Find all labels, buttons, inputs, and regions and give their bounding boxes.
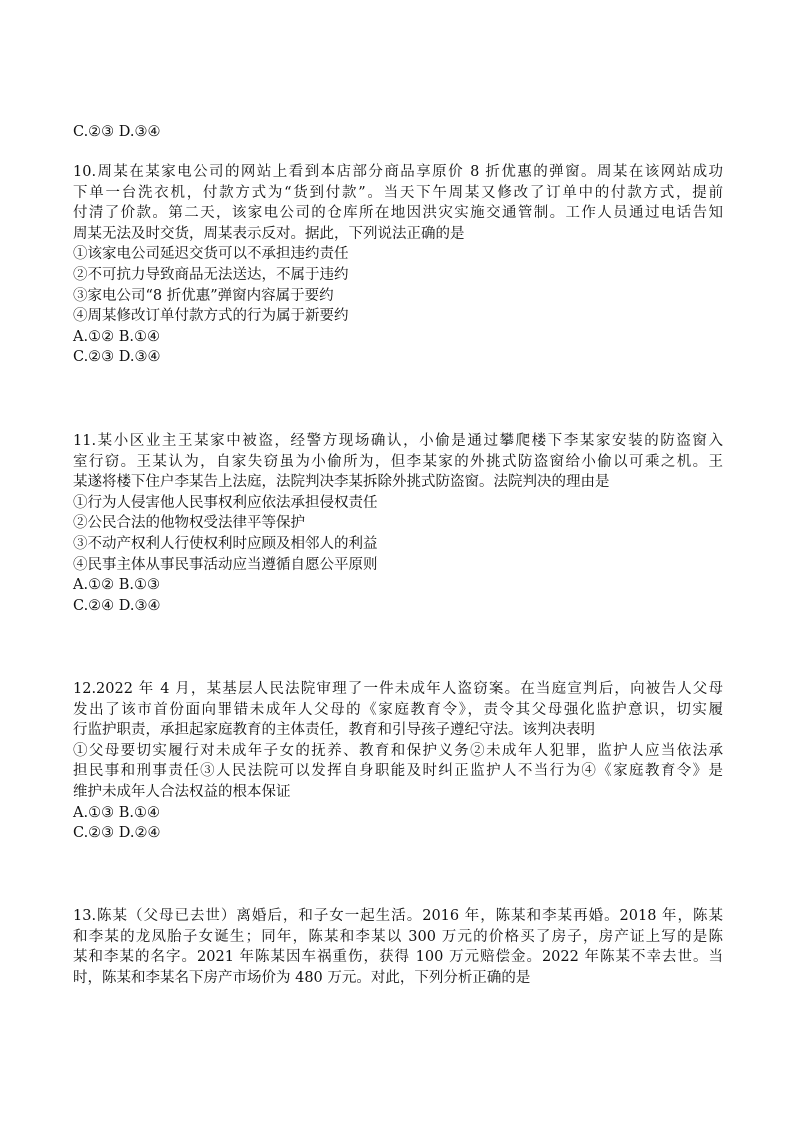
q11-item: ③不动产权利人行使权利时应顾及相邻人的利益: [73, 535, 378, 552]
q12-options-line-2: C.②③ D.②④: [73, 825, 161, 842]
q11-stem-line: 室行窃。王某认为，自家失窃虽为小偷所为，但李某家的外挑式防盗窗给小偷以可乘之机。王: [73, 453, 723, 470]
question-10: [73, 162, 723, 368]
q11-item: ④民事主体从事民事活动应当遵循自愿公平原则: [73, 556, 378, 573]
q10-stem-line: 10.周某在某家电公司的网站上看到本店部分商品享原价 8 折优惠的弹窗。周某在该网站成功: [73, 164, 723, 180]
q11-stem-line: 某遂将楼下住户李某告上法庭，法院判决李某拆除外挑式防盗窗。法院判决的理由是: [73, 474, 610, 491]
question-13: [73, 906, 723, 988]
q10-stem-line: 周某无法及时交货，周某表示反对。据此，下列说法正确的是: [73, 225, 465, 242]
question-12: [73, 679, 723, 844]
q10-stem-line: 下单一台洗衣机，付款方式为“货到付款”。当天下午周某又修改了订单中的付款方式，提前: [73, 184, 723, 201]
q11-stem-line: 11.某小区业主王某家中被盗，经警方现场确认，小偷是通过攀爬楼下李某家安装的防盗窗入: [73, 433, 723, 449]
q13-stem-line: 时，陈某和李某名下房产市场价为 480 万元。对此，下列分析正确的是: [73, 969, 531, 986]
q10-stem-line: 付清了价款。第二天，该家电公司的仓库所在地因洪灾实施交通管制。工作人员通过电话告知: [73, 205, 723, 222]
q12-options-line-1: A.①③ B.①④: [73, 804, 160, 821]
question-11: [73, 431, 723, 616]
q10-item: ④周某修改订单付款方式的行为属于新要约: [73, 308, 349, 325]
q12-stem-line: 行监护职责，承担起家庭教育的主体责任，教育和引导孩子遵纪守法。该判决表明: [73, 722, 595, 739]
q9-options-line-2: C.②③ D.③④: [73, 124, 161, 140]
q12-stem-line: 发出了该市首份面向罪错未成年人父母的《家庭教育令》，责令其父母强化监护意识，切实履: [73, 701, 723, 718]
q12-stem-line: 担民事和刑事责任③人民法院可以发挥自身职能及时纠正监护人不当行为④《家庭教育令》是: [73, 763, 723, 780]
q10-item: ①该家电公司延迟交货可以不承担违约责任: [73, 246, 349, 263]
q13-stem-line: 13.陈某（父母已去世）离婚后，和子女一起生活。2016 年，陈某和李某再婚。2018 年，陈某: [73, 908, 723, 924]
q12-stem: [73, 679, 723, 803]
q10-options-line-1: A.①② B.①④: [73, 328, 160, 345]
q12-stem-line: 12.2022 年 4 月，某基层人民法院审理了一件未成年人盗窃案。在当庭宣判后，向被告人父母: [73, 681, 723, 697]
q10-options-line-2: C.②③ D.③④: [73, 349, 161, 366]
q11-options-line-1: A.①② B.①③: [73, 577, 160, 594]
q12-stem-line: ①父母要切实履行对未成年子女的抚养、教育和保护义务②未成年人犯罪，监护人应当依法承: [73, 742, 723, 759]
q13-stem: [73, 906, 723, 988]
q11-item: ①行为人侵害他人民事权利应依法承担侵权责任: [73, 494, 378, 511]
q10-item: ②不可抗力导致商品无法送达，不属于违约: [73, 266, 349, 283]
q13-stem-line: 某和李某的名字。2021 年陈某因车祸重伤，获得 100 万元赔偿金。2022 年陈某不幸去世。当: [73, 949, 723, 966]
question-9-tail: [73, 122, 723, 143]
q11-options-line-2: C.②④ D.③④: [73, 597, 161, 614]
q11-item: ②公民合法的他物权受法律平等保护: [73, 515, 305, 532]
q10-stem: [73, 162, 723, 244]
q10-item: ③家电公司“8 折优惠”弹窗内容属于要约: [73, 287, 334, 304]
q11-stem: [73, 431, 723, 493]
q13-stem-line: 和李某的龙凤胎子女诞生；同年，陈某和李某以 300 万元的价格买了房子，房产证上写的是陈: [73, 928, 723, 945]
q12-stem-line: 维护未成年人合法权益的根本保证: [73, 783, 291, 800]
